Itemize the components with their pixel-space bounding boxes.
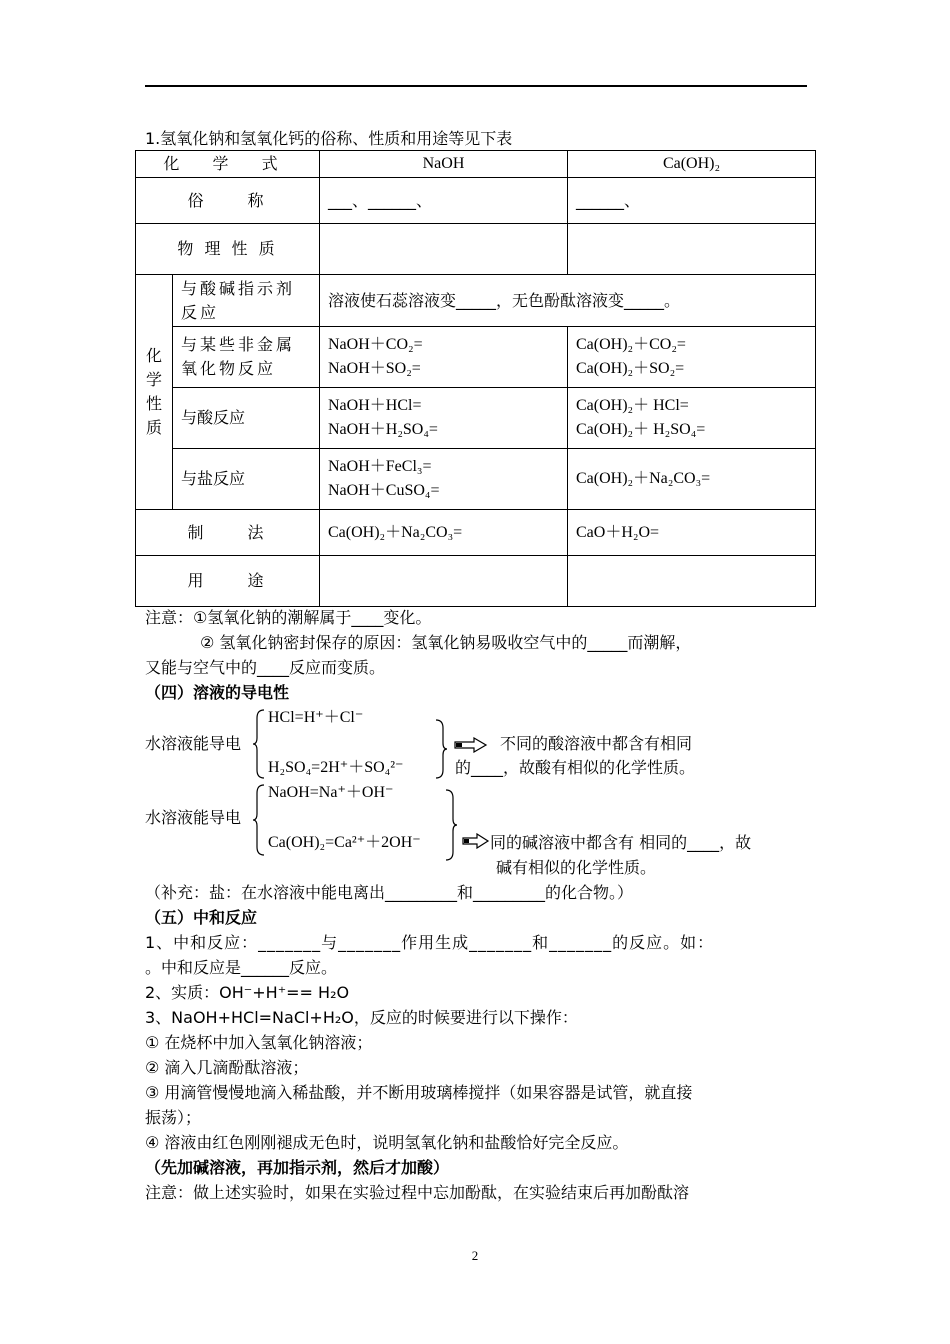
- label-chem-properties: 化学性质: [136, 275, 173, 510]
- label-indicator: 与酸碱指示剂反应: [173, 275, 320, 327]
- caoh-use: [568, 556, 816, 607]
- label-use: 用 途: [136, 556, 320, 607]
- page-number: 2: [471, 1248, 479, 1263]
- table-row: [136, 510, 816, 556]
- table-row: [136, 449, 816, 510]
- order-note: （先加碱溶液，再加指示剂，然后才加酸）: [145, 1158, 450, 1177]
- note-line-2: ② 氢氧化钠密封保存的原因：氢氧化钠易吸收空气中的_____而潮解，: [200, 633, 692, 652]
- table-row: [136, 178, 816, 224]
- base-conclusion-1: 同的碱溶液中都含有 相同的____，故: [490, 833, 752, 852]
- naoh-prep: Ca(OH)₂＋Na₂CO₃=: [320, 510, 568, 556]
- acid-eq-h2so4: H₂SO₄=2H⁺＋SO₄²⁻: [268, 759, 404, 776]
- label-nonmetal: 与某些非金属氧化物反应: [173, 327, 320, 388]
- header-caoh: Ca(OH)₂: [568, 151, 816, 178]
- header-rule: [145, 85, 807, 87]
- note-line-1: 注意：①氢氧化钠的潮解属于____变化。: [145, 608, 432, 627]
- essence-line: 2、实质：OH⁻+H⁺== H₂O: [145, 983, 350, 1002]
- caoh-co2: Ca(OH)₂＋CO₂=: [576, 336, 686, 353]
- base-conclusion-2: 碱有相似的化学性质。: [496, 858, 657, 877]
- naoh-h2so4: NaOH＋H₂SO₄=: [328, 421, 438, 438]
- label-acid: 与酸反应: [173, 388, 320, 449]
- arrow-right-icon: [454, 737, 488, 753]
- caoh-so2: Ca(OH)₂＋SO₂=: [576, 360, 685, 377]
- section4-title: （四）溶液的导电性: [145, 683, 290, 702]
- naoh-common-name: ___、______、: [320, 178, 568, 224]
- acid-eq-hcl: HCl=H⁺＋Cl⁻: [268, 709, 364, 726]
- header-formula: 化 学 式: [136, 151, 320, 178]
- final-note: 注意：做上述实验时，如果在实验过程中忘加酚酞，在实验结束后再加酚酞溶: [145, 1183, 690, 1202]
- caoh-physical: [568, 224, 816, 275]
- section5-title: （五）中和反应: [145, 908, 258, 927]
- section-intro: 1.氢氧化钠和氢氧化钙的俗称、性质和用途等见下表: [145, 129, 513, 148]
- table-row: [136, 556, 816, 607]
- neutral-def-line-1: 1、中和反应：_______与_______作用生成_______和_______的反应。如：: [145, 933, 715, 952]
- label-common-name: 俗 称: [136, 178, 320, 224]
- naoh-cuso4: NaOH＋CuSO₄=: [328, 482, 440, 499]
- table-row: [136, 151, 816, 178]
- step-2: ② 滴入几滴酚酞溶液；: [145, 1058, 309, 1077]
- caoh-common-name: ______、: [568, 178, 816, 224]
- table-row: [136, 275, 816, 327]
- naoh-co2: NaOH＋CO₂=: [328, 336, 423, 353]
- naoh-fecl3: NaOH＋FeCl₃=: [328, 458, 432, 475]
- note-line-3: 又能与空气中的____反应而变质。: [145, 658, 386, 677]
- step-4: ④ 溶液由红色刚刚褪成无色时，说明氢氧化钠和盐酸恰好完全反应。: [145, 1133, 629, 1152]
- conductive-label-acid: 水溶液能导电: [145, 734, 242, 753]
- caoh-hcl: Ca(OH)₂＋ HCl=: [576, 397, 689, 414]
- step-3a: ③ 用滴管慢慢地滴入稀盐酸，并不断用玻璃棒搅拌（如果容器是试管，就直接: [145, 1083, 693, 1102]
- naoh-use: [320, 556, 568, 607]
- acid-conclusion-2: 的____，故酸有相似的化学性质。: [455, 758, 696, 777]
- table-row: [136, 388, 816, 449]
- conductive-label-base: 水溶液能导电: [145, 808, 242, 827]
- label-physical: 物 理 性 质: [136, 224, 320, 275]
- label-salt: 与盐反应: [173, 449, 320, 510]
- equation-line: 3、NaOH+HCl=NaCl+H₂O，反应的时候要进行以下操作：: [145, 1008, 578, 1027]
- base-eq-naoh: NaOH=Na⁺＋OH⁻: [268, 784, 394, 801]
- naoh-so2: NaOH＋SO₂=: [328, 360, 421, 377]
- acid-conclusion-1: 不同的酸溶液中都含有相同: [500, 734, 693, 753]
- caoh-na2co3: Ca(OH)₂＋Na₂CO₃=: [568, 449, 816, 510]
- supplement-note: （补充：盐：在水溶液中能电离出_________和_________的化合物。）: [145, 883, 634, 902]
- arrow-right-icon: [462, 833, 490, 849]
- table-row: [136, 327, 816, 388]
- label-prep: 制 法: [136, 510, 320, 556]
- header-naoh: NaOH: [320, 151, 568, 178]
- properties-table: [135, 150, 816, 607]
- neutral-def-line-2: 。中和反应是______反应。: [145, 958, 338, 977]
- step-1: ① 在烧杯中加入氢氧化钠溶液；: [145, 1033, 373, 1052]
- step-3b: 振荡）；: [145, 1108, 202, 1127]
- left-brace-icon: [252, 708, 266, 780]
- caoh-prep: CaO＋H₂O=: [568, 510, 816, 556]
- left-brace-icon: [252, 783, 266, 857]
- table-row: [136, 224, 816, 275]
- base-eq-caoh: Ca(OH)₂=Ca²⁺＋2OH⁻: [268, 834, 421, 851]
- caoh-h2so4: Ca(OH)₂＋ H₂SO₄=: [576, 421, 706, 438]
- indicator-text: 溶液使石蕊溶液变_____，无色酚酞溶液变_____。: [320, 275, 816, 327]
- right-brace-icon: [434, 718, 448, 780]
- naoh-physical: [320, 224, 568, 275]
- naoh-hcl: NaOH＋HCl=: [328, 397, 422, 414]
- right-brace-icon: [444, 788, 458, 862]
